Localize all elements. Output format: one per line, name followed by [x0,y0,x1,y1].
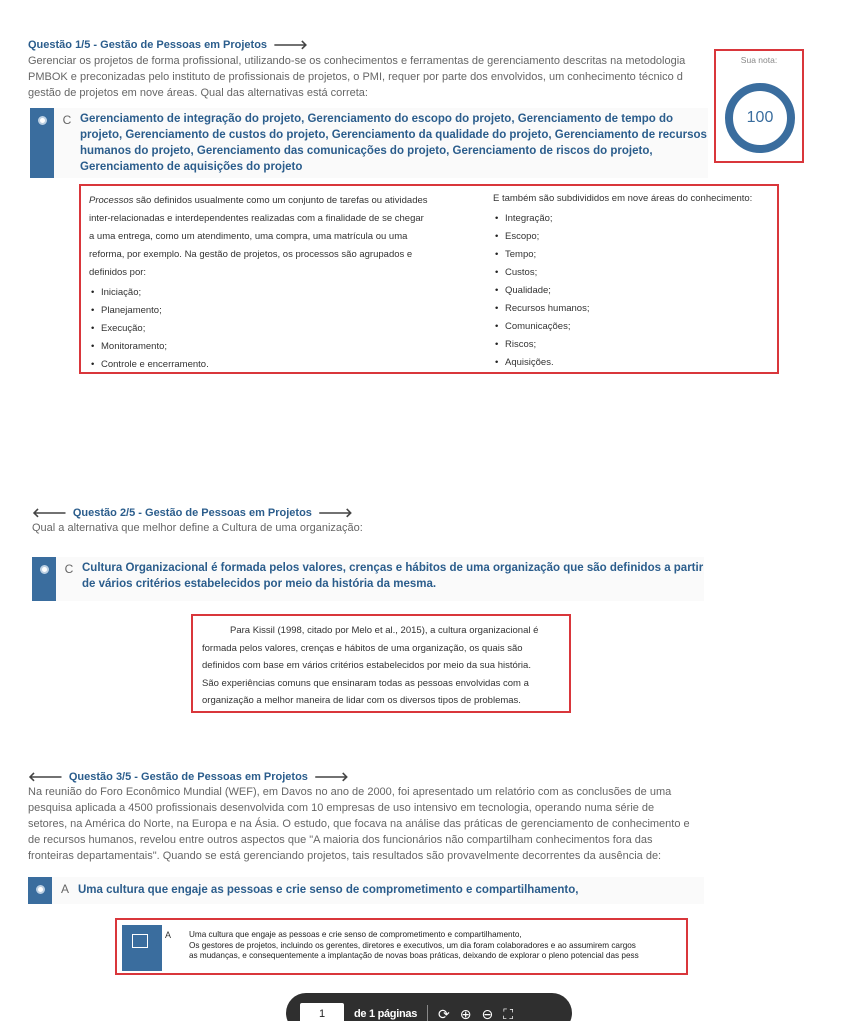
answer-line: projeto, Gerenciamento de custos do projeto, Gerenciamento da qualidade do projeto, Gerenciamento de recursos [80,129,707,141]
list-item: • Planejamento; [89,302,451,320]
page-count-label: de 1 páginas [354,1008,418,1020]
grade-panel [714,49,804,163]
feedback-paragraph [202,622,560,710]
question-1-title: Questão 1/5 - Gestão de Pessoas em Projetos [28,39,268,51]
grade-label: Sua nota: [740,55,778,65]
list-item: • Custos; [493,264,778,282]
answer-line: de vários critérios estabelecidos por meio da história da mesma. [82,578,437,590]
question-1-header [28,37,308,53]
zoom-out-icon[interactable]: ⊖ [481,1006,494,1021]
list-item: • Tempo; [493,246,778,264]
page-number-input[interactable]: 1 [300,1003,344,1021]
answer-text [80,108,707,178]
list-item: • Execução; [89,320,451,338]
radio-selected-icon [38,116,47,125]
fullscreen-icon[interactable]: ⛶ [503,1006,514,1021]
question-3-text [28,784,708,864]
next-question-arrow-icon[interactable]: 🡒 [273,37,308,52]
answer-radio[interactable] [30,108,54,178]
next-question-arrow-icon[interactable]: 🡒 [313,769,349,784]
rotate-icon[interactable]: ⟳ [438,1006,450,1021]
feedback-text: formada pelos valores, crenças e hábitos de uma organização, os quais são [202,642,523,654]
radio-selected-icon [40,565,49,574]
grade-value: 100 [746,109,774,126]
list-item: • Aquisições. [493,354,778,372]
feedback-right-column [493,190,778,372]
answer-line: humanos do projeto, Gerenciamento das comunicações do projeto, Gerenciamento de riscos do projeto, [80,145,653,157]
question-2-title: Questão 2/5 - Gestão de Pessoas em Projetos [72,507,312,519]
question-1-feedback [79,184,779,374]
pdf-toolbar [286,993,572,1021]
question-3-header [28,769,349,785]
question-3-line: pesquisa aplicada a 4500 profissionais desenvolvida com 10 empresas de uso intensivo em tecnologia, operando numa série de [28,802,655,814]
question-2-feedback [191,614,571,713]
answer-letter: C [64,562,74,576]
next-question-arrow-icon[interactable]: 🡒 [317,505,353,520]
question-3-title: Questão 3/5 - Gestão de Pessoas em Projetos [68,771,308,783]
feedback-radio-block [122,925,162,971]
feedback-text: as mudanças, e consequentemente a implantação de novas boas práticas, deixando de explorar o pleno potencial das pess [189,951,639,960]
previous-question-arrow-icon[interactable]: 🡐 [28,769,63,784]
feedback-text: a uma entrega, como um atendimento, uma compra, uma matrícula ou uma [89,231,408,242]
feedback-text: inter-relacionadas e interdependentes realizadas com a finalidade de se chegar [89,213,424,224]
answer-radio[interactable] [28,877,52,904]
list-item: • Monitoramento; [89,338,451,356]
answer-radio[interactable] [32,557,56,601]
question-3-line: setores, na América do Norte, na Europa e na Ásia. O estudo, que focava na análise das práticas de gerenciamento de conhecimento e [28,818,690,830]
list-item: • Riscos; [493,336,778,354]
feedback-paragraph [189,930,685,962]
list-item: • Comunicações; [493,318,778,336]
zoom-in-icon[interactable]: ⊕ [459,1006,472,1021]
feedback-text: Os gestores de projetos, incluindo os gerentes, diretores e executivos, um dia foram colaboradores e ao assumirem cargos [189,940,636,950]
answer-line: Cultura Organizacional é formada pelos valores, crenças e hábitos de uma organização que são definidos a partir [82,562,704,574]
answer-letter: A [60,882,69,896]
list-item: • Qualidade; [493,282,778,300]
question-1-line: PMBOK e preconizadas pelo instituto de profissionais de projetos, o PMI, requer por parte dos envolvidos, um conhecimento técnico d [28,71,683,83]
answer-line: Gerenciamento de integração do projeto, Gerenciamento do escopo do projeto, Gerenciamento de tempo do [80,113,673,125]
question-3-feedback [115,918,688,975]
list-item: • Integração; [493,210,778,228]
processos-term: Processos [89,195,134,206]
question-1-text [28,53,706,101]
knowledge-areas-intro: E também são subdivididos em nove áreas do conhecimento: [493,193,753,204]
feedback-text: definidos com base em vários critérios estabelecidos por meio da sua história. [202,660,531,671]
grade-ring [725,83,795,153]
feedback-text: Para Kissil (1998, citado por Melo et al., 2015), a cultura organizacional é [230,625,539,636]
feedback-text: são definidos usualmente como um conjunto de tarefas ou atividades [133,195,428,206]
radio-selected-icon [36,885,45,894]
list-item: • Iniciação; [89,284,451,302]
list-item: • Controle e encerramento. [89,356,451,374]
question-3-line: de recursos humanos, revelou entre outros aspectos que "A maioria dos funcionários não compartilham conhecimentos fora das [28,834,653,846]
feedback-paragraph [89,192,451,282]
question-2-selected-answer[interactable] [32,557,704,601]
list-item: • Escopo; [493,228,778,246]
feedback-text: organização a melhor maneira de lidar com os diversos tipos de problemas. [202,695,521,706]
previous-question-arrow-icon[interactable]: 🡐 [32,505,67,520]
question-1-line: Gerenciar os projetos de forma profissional, utilizando-se os conhecimentos e ferramentas de gerenciamento descritas na metodologia [28,55,686,67]
question-1-selected-answer[interactable] [30,108,708,178]
feedback-letter: A [165,930,172,940]
question-2-text: Qual a alternativa que melhor define a Cultura de uma organização: [32,522,363,534]
question-1-line: gestão de projetos em nove áreas. Qual das alternativas está correta: [28,87,368,99]
list-item: • Recursos humanos; [493,300,778,318]
answer-text [82,557,703,601]
answer-line: Gerenciamento de aquisições do projeto [80,161,303,173]
toolbar-divider [427,1005,428,1021]
answer-letter: C [62,113,72,127]
feedback-text: Uma cultura que engaje as pessoas e crie senso de comprometimento e compartilhamento, [189,930,522,939]
feedback-text: São experiências comuns que ensinaram todas as pessoas envolvidas com a [202,677,529,689]
question-3-line: Na reunião do Foro Econômico Mundial (WEF), em Davos no ano de 2000, foi apresentado um relatório com as conclusões de uma [28,786,672,798]
checkbox-icon [132,934,148,948]
feedback-text: definidos por: [89,267,147,278]
question-2-header [32,505,353,521]
answer-text: Uma cultura que engaje as pessoas e crie senso de comprometimento e compartilhamento, [78,884,579,896]
question-3-selected-answer[interactable] [28,877,704,904]
question-3-line: fronteiras departamentais". Quando se está gerenciando projetos, tais resultados são provavelmente decorrentes da ausência de: [28,850,662,862]
process-groups-list [89,284,451,374]
feedback-text: reforma, por exemplo. Na gestão de projetos, os processos são agrupados e [89,249,413,260]
knowledge-areas-list [493,210,778,372]
feedback-left-column [89,192,451,374]
